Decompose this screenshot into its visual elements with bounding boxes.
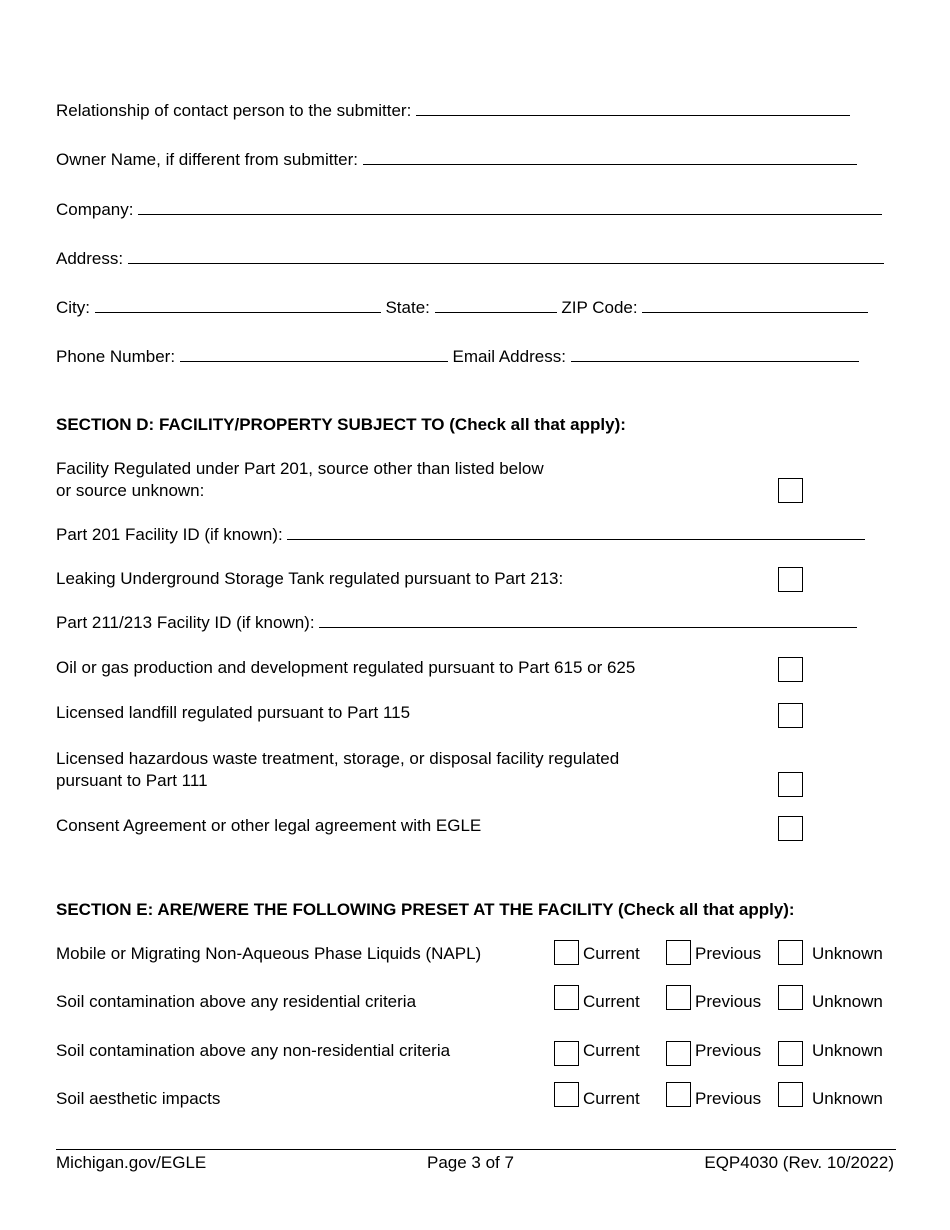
hazwaste-label-line2: pursuant to Part 111 — [56, 771, 208, 790]
soil-residential-previous-checkbox[interactable] — [666, 985, 691, 1010]
oilgas-checkbox[interactable] — [778, 657, 803, 682]
owner-field-row — [56, 150, 857, 170]
part211-id-input-line[interactable] — [319, 613, 857, 628]
hazwaste-label-line1: Licensed hazardous waste treatment, storage, or disposal facility regulated — [56, 749, 620, 768]
oilgas-label: Oil or gas production and development regulated pursuant to Part 615 or 625 — [56, 658, 636, 677]
address-field-row — [56, 249, 884, 269]
hazwaste-checkbox[interactable] — [778, 772, 803, 797]
zip-input-line[interactable] — [642, 298, 868, 313]
soil-nonresidential-current-label: Current — [583, 1041, 640, 1060]
soil-aesthetic-current-label: Current — [583, 1089, 640, 1108]
address-label: Address: — [56, 249, 124, 268]
soil-aesthetic-label: Soil aesthetic impacts — [56, 1089, 221, 1108]
soil-nonresidential-previous-checkbox[interactable] — [666, 1041, 691, 1066]
email-input-line[interactable] — [571, 347, 859, 362]
landfill-checkbox[interactable] — [778, 703, 803, 728]
phone-email-row — [56, 347, 859, 367]
section-d-heading: SECTION D: FACILITY/PROPERTY SUBJECT TO (Check all that apply): — [56, 415, 626, 434]
soil-residential-unknown-label: Unknown — [812, 992, 883, 1011]
part201-id-label: Part 201 Facility ID (if known): — [56, 525, 283, 544]
soil-aesthetic-unknown-label: Unknown — [812, 1089, 883, 1108]
consent-checkbox[interactable] — [778, 816, 803, 841]
company-label: Company: — [56, 200, 134, 219]
footer-website: Michigan.gov/EGLE — [56, 1153, 207, 1172]
company-field-row — [56, 200, 882, 220]
state-label: State: — [385, 298, 430, 317]
state-input-line[interactable] — [435, 298, 557, 313]
part211-id-label: Part 211/213 Facility ID (if known): — [56, 613, 315, 632]
footer-page-number: Page 3 of 7 — [427, 1153, 514, 1172]
soil-residential-current-checkbox[interactable] — [554, 985, 579, 1010]
footer-divider — [56, 1149, 896, 1150]
phone-input-line[interactable] — [180, 347, 448, 362]
relationship-label: Relationship of contact person to the submitter: — [56, 101, 412, 120]
soil-residential-unknown-checkbox[interactable] — [778, 985, 803, 1010]
part201-label-line1: Facility Regulated under Part 201, source other than listed below — [56, 459, 544, 478]
napl-previous-label: Previous — [695, 944, 762, 963]
soil-aesthetic-unknown-checkbox[interactable] — [778, 1082, 803, 1107]
landfill-label: Licensed landfill regulated pursuant to Part 115 — [56, 703, 411, 722]
napl-current-label: Current — [583, 944, 640, 963]
soil-nonresidential-current-checkbox[interactable] — [554, 1041, 579, 1066]
soil-aesthetic-previous-label: Previous — [695, 1089, 762, 1108]
relationship-input-line[interactable] — [416, 101, 850, 116]
lust-checkbox[interactable] — [778, 567, 803, 592]
hazwaste-label — [56, 748, 619, 792]
napl-unknown-label: Unknown — [812, 944, 883, 963]
soil-nonresidential-label: Soil contamination above any non-residential criteria — [56, 1041, 451, 1060]
napl-previous-checkbox[interactable] — [666, 940, 691, 965]
owner-input-line[interactable] — [363, 150, 857, 165]
consent-label: Consent Agreement or other legal agreement with EGLE — [56, 816, 482, 835]
soil-residential-current-label: Current — [583, 992, 640, 1011]
part201-label-line2: or source unknown: — [56, 481, 205, 500]
soil-nonresidential-unknown-label: Unknown — [812, 1041, 883, 1060]
soil-residential-label: Soil contamination above any residential criteria — [56, 992, 417, 1011]
part201-checkbox[interactable] — [778, 478, 803, 503]
relationship-field-row — [56, 101, 850, 121]
owner-label: Owner Name, if different from submitter: — [56, 150, 359, 169]
napl-current-checkbox[interactable] — [554, 940, 579, 965]
soil-residential-previous-label: Previous — [695, 992, 762, 1011]
phone-label: Phone Number: — [56, 347, 176, 366]
part211-id-row — [56, 613, 857, 633]
soil-nonresidential-unknown-checkbox[interactable] — [778, 1041, 803, 1066]
company-input-line[interactable] — [138, 200, 882, 215]
email-label: Email Address: — [452, 347, 566, 366]
soil-aesthetic-current-checkbox[interactable] — [554, 1082, 579, 1107]
section-e-heading: SECTION E: ARE/WERE THE FOLLOWING PRESET AT THE FACILITY (Check all that apply): — [56, 900, 795, 919]
zip-label: ZIP Code: — [561, 298, 638, 317]
soil-nonresidential-previous-label: Previous — [695, 1041, 762, 1060]
napl-label: Mobile or Migrating Non-Aqueous Phase Liquids (NAPL) — [56, 944, 482, 963]
lust-label: Leaking Underground Storage Tank regulated pursuant to Part 213: — [56, 569, 564, 588]
soil-aesthetic-previous-checkbox[interactable] — [666, 1082, 691, 1107]
city-input-line[interactable] — [95, 298, 381, 313]
part201-id-row — [56, 525, 865, 545]
part201-label — [56, 458, 544, 502]
footer-form-number: EQP4030 (Rev. 10/2022) — [704, 1153, 894, 1172]
city-label: City: — [56, 298, 90, 317]
address-input-line[interactable] — [128, 249, 884, 264]
part201-id-input-line[interactable] — [287, 525, 865, 540]
city-state-zip-row — [56, 298, 868, 318]
napl-unknown-checkbox[interactable] — [778, 940, 803, 965]
